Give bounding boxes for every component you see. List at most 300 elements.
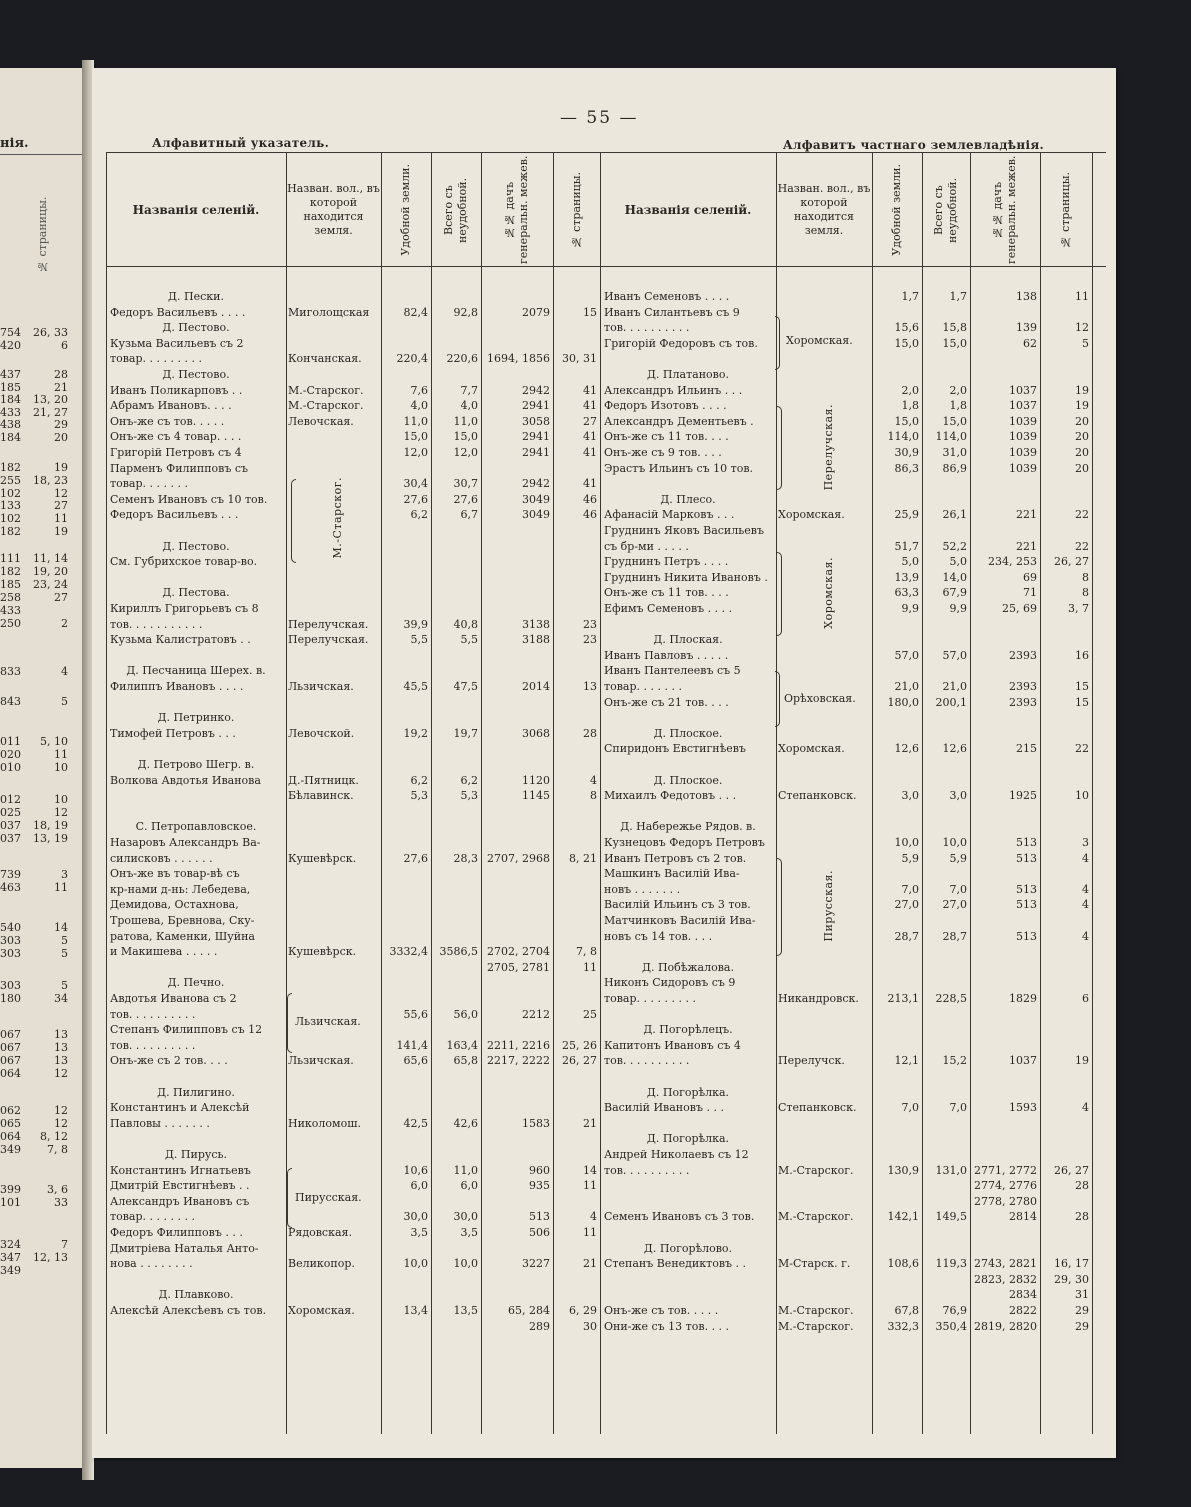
previous-page-page-ref: 23, 24 — [33, 578, 68, 591]
table-row — [92, 306, 1116, 319]
page-ref-cell: 25, 26 — [562, 1038, 597, 1052]
udobnoy-cell: 28,7 — [894, 929, 919, 943]
dacha-cell: 2079 — [522, 305, 550, 319]
dacha-cell: 2942 — [522, 477, 550, 491]
owner-name: Александръ Ивановъ съ — [110, 1194, 250, 1208]
udobnoy-cell: 21,0 — [894, 680, 919, 693]
dacha-cell: 1593 — [1009, 1101, 1037, 1115]
page-ref-cell: 8 — [1082, 570, 1089, 584]
dacha-cell: 1694, 1856 — [487, 352, 550, 366]
vsego-cell: 26,1 — [942, 508, 967, 522]
page-ref-cell: 41 — [583, 399, 597, 413]
owner-name: тов. . . . . . . . . . . — [110, 617, 203, 631]
group-brace — [291, 479, 296, 563]
owner-name: Федоръ Васильевъ . . . — [110, 508, 239, 522]
table-row — [92, 352, 1116, 365]
previous-page-dacha: 067 — [0, 1041, 21, 1054]
owner-name: Ефимъ Семеновъ . . . . — [604, 602, 733, 615]
volost-cell: Степанковск. — [778, 789, 857, 803]
page-ref-cell: 30, 31 — [562, 352, 597, 366]
udobnoy-cell: 45,5 — [403, 680, 428, 693]
vsego-cell: 21,0 — [942, 680, 967, 693]
table-row — [92, 914, 1116, 927]
vsego-cell: 131,0 — [935, 1163, 967, 1177]
dacha-cell: 3138 — [522, 617, 550, 631]
udobnoy-cell: 108,6 — [887, 1257, 919, 1271]
table-row — [92, 664, 1116, 677]
owner-name: товар. . . . . . . . . — [604, 992, 696, 1005]
previous-page-dacha: 433 — [0, 406, 21, 419]
udobnoy-cell: 5,9 — [901, 851, 919, 865]
page-ref-cell: 13 — [583, 680, 597, 693]
vsego-cell: 15,8 — [942, 321, 967, 335]
dacha-cell: 289 — [529, 1319, 550, 1333]
previous-page-page-ref: 13, 19 — [33, 832, 68, 845]
table-row — [92, 524, 1116, 537]
owner-name: кр-нами д-нь: Лебедева, — [110, 882, 251, 896]
udobnoy-cell: 12,6 — [894, 742, 919, 756]
previous-page-dacha: 258 — [0, 591, 21, 604]
settlement-heading: Д. Плесо. — [660, 492, 716, 506]
volost-cell: Левочской. — [288, 726, 355, 740]
previous-page-page-ref: 34 — [54, 992, 68, 1005]
volost-cell: Кушевѣрск. — [288, 851, 357, 865]
settlement-heading: Д. Побѣжалова. — [642, 960, 734, 974]
previous-page-dacha: 133 — [0, 499, 21, 512]
volost-cell: Рядовская. — [288, 1226, 352, 1239]
page-ref-cell: 19 — [1075, 399, 1089, 413]
owner-name: Кузьма Калистратовъ . . — [110, 633, 251, 647]
previous-page-page-ref: 5 — [61, 947, 68, 960]
page-ref-cell: 15 — [583, 305, 597, 319]
group-brace — [775, 316, 780, 370]
dacha-cell: 2941 — [522, 446, 550, 459]
previous-page-dacha: 011 — [0, 735, 21, 748]
previous-page-page-ref: 19 — [54, 461, 68, 474]
previous-page-page-ref: 8, 12 — [40, 1130, 68, 1143]
vsego-cell: 5,5 — [460, 633, 478, 647]
page-ref-cell: 15 — [1075, 695, 1089, 709]
page-ref-cell: 30 — [583, 1319, 597, 1333]
page-ref-cell: 25 — [583, 1007, 597, 1021]
previous-page-page-ref: 3 — [61, 868, 68, 881]
owner-name: новъ . . . . . . . — [604, 882, 681, 896]
vsego-cell: 5,9 — [949, 851, 967, 865]
dacha-cell: 71 — [1023, 586, 1037, 600]
previous-page-page-ref: 11 — [54, 748, 68, 761]
group-brace — [777, 858, 782, 956]
settlement-heading: Д. Пестова. — [162, 586, 230, 600]
group-brace — [287, 1168, 292, 1228]
udobnoy-cell: 27,6 — [403, 492, 428, 506]
udobnoy-cell: 27,0 — [894, 898, 919, 912]
owner-name: Трошева, Бревнова, Ску- — [110, 914, 255, 927]
udobnoy-cell: 11,0 — [403, 414, 428, 428]
table-row — [92, 368, 1116, 381]
table-row — [92, 1008, 1116, 1021]
vsego-cell: 11,0 — [453, 414, 478, 428]
previous-page-dacha: 255 — [0, 474, 21, 487]
previous-page-dacha: 303 — [0, 934, 21, 947]
previous-page-page-ref: 21, 27 — [33, 406, 68, 419]
group-label: Хоромская. — [821, 557, 835, 629]
dacha-cell: 221 — [1016, 508, 1037, 522]
dacha-cell: 65, 284 — [508, 1304, 550, 1317]
previous-page-dacha: 067 — [0, 1054, 21, 1067]
previous-page-dacha: 433 — [0, 604, 21, 617]
udobnoy-cell: 3,5 — [410, 1226, 428, 1239]
udobnoy-cell: 4,0 — [410, 399, 428, 413]
previous-page-dacha: 833 — [0, 665, 21, 678]
owner-name: Онъ-же въ товар-вѣ съ — [110, 867, 240, 881]
page-ref-cell: 21 — [583, 1116, 597, 1130]
owner-name: Василій Ивановъ . . . — [604, 1101, 724, 1115]
page-ref-cell: 28 — [583, 726, 597, 740]
owner-name: Федоръ Филипповъ . . . — [110, 1226, 243, 1239]
volost-cell: Хоромская. — [288, 1304, 355, 1317]
page-number: — 55 — — [560, 108, 639, 128]
udobnoy-cell: 39,9 — [403, 617, 428, 631]
owner-name: Никонъ Сидоровъ съ 9 — [604, 976, 736, 990]
owner-name: Спиридонъ Евстигнѣевъ — [604, 742, 746, 756]
page-ref-cell: 27 — [583, 414, 597, 428]
table-row — [92, 836, 1116, 849]
dacha-cell: 513 — [1016, 929, 1037, 943]
vsego-cell: 10,0 — [453, 1257, 478, 1271]
previous-page-page-ref: 12, 13 — [33, 1251, 68, 1264]
group-label: М.-Старског. — [330, 477, 344, 559]
settlement-heading: Д. Плоское. — [653, 726, 723, 740]
udobnoy-cell: 67,8 — [894, 1304, 919, 1317]
previous-page-dacha: 185 — [0, 381, 21, 394]
previous-page-dacha: 102 — [0, 512, 21, 525]
vsego-cell: 1,7 — [949, 290, 967, 303]
table-row — [92, 1304, 1116, 1317]
page-ref-cell: 29 — [1075, 1304, 1089, 1317]
vsego-cell: 7,0 — [949, 882, 967, 896]
table-row — [92, 774, 1116, 787]
previous-page-page-ref: 26, 33 — [33, 326, 68, 339]
dacha-cell: 513 — [1016, 882, 1037, 896]
owner-name: Григорій Федоровъ съ тов. — [604, 336, 758, 350]
owner-name: Александръ Дементьевъ . — [604, 414, 754, 428]
page-ref-cell: 8, 21 — [569, 851, 597, 865]
volost-cell: М.-Старског. — [778, 1304, 854, 1317]
dacha-cell: 1583 — [522, 1116, 550, 1130]
table-row — [92, 898, 1116, 911]
vsego-cell: 15,0 — [942, 336, 967, 350]
page-ref-cell: 41 — [583, 383, 597, 397]
udobnoy-cell: 15,0 — [894, 336, 919, 350]
previous-page-page-ref: 5 — [61, 934, 68, 947]
owner-name: Федоръ Изотовъ . . . . — [604, 399, 727, 413]
owner-name: Иванъ Петровъ съ 2 тов. — [604, 851, 747, 865]
vsego-cell: 6,2 — [460, 773, 478, 787]
previous-page-dacha: 184 — [0, 393, 21, 406]
table-row — [92, 805, 1116, 818]
dacha-cell: 2823, 2832 — [974, 1272, 1037, 1286]
table-row — [92, 945, 1116, 958]
page-ref-cell: 28 — [1075, 1210, 1089, 1224]
owner-name: Машкинъ Василій Ива- — [604, 867, 740, 881]
owner-name: Капитонъ Ивановъ съ 4 — [604, 1038, 741, 1052]
settlement-heading: Д. Пески. — [168, 290, 224, 303]
previous-page-page-ref: 3, 6 — [47, 1183, 68, 1196]
table-row — [92, 992, 1116, 1005]
owner-name: Онъ-же съ 11 тов. . . . — [604, 430, 729, 444]
header-right: Алфавитъ частнаго землевладѣнія. — [782, 138, 1044, 152]
right-header-names: Названія селеній. — [624, 203, 752, 217]
owner-name: Груднинъ Яковъ Васильевъ — [604, 524, 764, 537]
owner-name: Онъ-же съ тов. . . . . — [110, 414, 225, 428]
page-ref-cell: 41 — [583, 446, 597, 459]
previous-page-dacha: 062 — [0, 1104, 21, 1117]
dacha-cell: 139 — [1016, 321, 1037, 335]
udobnoy-cell: 12,1 — [894, 1054, 919, 1068]
previous-page-dacha: 111 — [0, 552, 21, 565]
dacha-cell: 1037 — [1009, 383, 1037, 397]
page-ref-cell: 22 — [1075, 742, 1089, 756]
page-ref-cell: 4 — [1082, 898, 1089, 912]
udobnoy-cell: 55,6 — [403, 1007, 428, 1021]
page-ref-cell: 7, 8 — [576, 945, 597, 959]
udobnoy-cell: 10,0 — [403, 1257, 428, 1271]
table-row — [92, 649, 1116, 662]
owner-name: Матчинковъ Василій Ива- — [604, 914, 756, 927]
dacha-cell: 2822 — [1009, 1304, 1037, 1317]
previous-page-page-ref: 7, 8 — [47, 1143, 68, 1156]
previous-page-dacha: 184 — [0, 431, 21, 444]
table-row — [92, 1257, 1116, 1270]
page-ref-cell: 6, 29 — [569, 1304, 597, 1317]
vsego-cell: 114,0 — [935, 430, 967, 444]
dacha-cell: 3049 — [522, 492, 550, 506]
previous-page-page-ref: 19 — [54, 525, 68, 538]
table-row — [92, 1117, 1116, 1130]
page-ref-cell: 46 — [583, 492, 597, 506]
owner-name: Эрастъ Ильинъ съ 10 тов. — [604, 461, 754, 475]
dacha-cell: 1145 — [522, 789, 550, 803]
previous-page-dacha: 438 — [0, 418, 21, 431]
page-ref-cell: 4 — [590, 773, 597, 787]
previous-page-page-ref: 5, 10 — [40, 735, 68, 748]
dacha-cell: 2217, 2222 — [487, 1054, 550, 1068]
vsego-cell: 92,8 — [453, 305, 478, 319]
left-header-udobnoy: Удобной земли. — [399, 164, 412, 256]
table-row — [92, 1195, 1116, 1208]
previous-page-dacha: 540 — [0, 921, 21, 934]
page-ref-cell: 3, 7 — [1068, 602, 1089, 615]
previous-page-dacha: 303 — [0, 979, 21, 992]
table-row — [92, 976, 1116, 989]
table-row — [92, 852, 1116, 865]
dacha-cell: 1039 — [1009, 430, 1037, 444]
previous-page-page-ref: 2 — [61, 617, 68, 630]
page-ref-cell: 4 — [1082, 929, 1089, 943]
table-row — [92, 1164, 1116, 1177]
table-row — [92, 1320, 1116, 1333]
volost-cell: Хоромская. — [778, 742, 845, 756]
volost-cell: Кушевѣрск. — [288, 945, 357, 959]
owner-name: Груднинъ Петръ . . . . — [604, 555, 729, 569]
page-ref-cell: 21 — [583, 1257, 597, 1271]
dacha-cell: 1829 — [1009, 992, 1037, 1005]
owner-name: Парменъ Филипповъ съ — [110, 461, 248, 475]
page-ref-cell: 20 — [1075, 461, 1089, 475]
udobnoy-cell: 13,9 — [894, 570, 919, 584]
group-brace — [777, 552, 782, 636]
previous-page-page-ref: 27 — [54, 499, 68, 512]
vsego-cell: 6,0 — [460, 1179, 478, 1193]
vsego-cell: 28,3 — [453, 851, 478, 865]
vsego-cell: 11,0 — [453, 1163, 478, 1177]
top-rule — [106, 152, 1106, 153]
volost-cell: М-Старск. г. — [778, 1257, 851, 1271]
vsego-cell: 163,4 — [446, 1038, 478, 1052]
settlement-heading: Д. Пирусь. — [164, 1148, 228, 1161]
owner-name: силисковъ . . . . . . — [110, 851, 213, 865]
page-ref-cell: 23 — [583, 633, 597, 647]
vsego-cell: 12,0 — [453, 446, 478, 459]
group-label: Пирусская. — [295, 1191, 362, 1204]
page-ref-cell: 8 — [1082, 586, 1089, 600]
volost-cell: Никандровск. — [778, 992, 859, 1005]
dacha-cell: 1039 — [1009, 414, 1037, 428]
page-ref-cell: 4 — [1082, 882, 1089, 896]
dacha-cell: 2778, 2780 — [974, 1194, 1037, 1208]
vsego-cell: 15,0 — [453, 430, 478, 444]
udobnoy-cell: 7,6 — [410, 383, 428, 397]
page-ref-cell: 16, 17 — [1054, 1257, 1089, 1271]
udobnoy-cell: 86,3 — [894, 461, 919, 475]
settlement-heading: Д. Печно. — [167, 976, 225, 990]
udobnoy-cell: 332,3 — [887, 1319, 919, 1333]
page-ref-cell: 10 — [1075, 789, 1089, 803]
previous-page-dacha: 037 — [0, 832, 21, 845]
owner-name: Онъ-же съ тов. . . . . — [604, 1304, 719, 1317]
vsego-cell: 9,9 — [949, 602, 967, 615]
settlement-heading: Д. Платаново. — [647, 368, 729, 381]
previous-page-page-ref: 12 — [54, 806, 68, 819]
owner-name: Онъ-же съ 9 тов. . . . — [604, 446, 722, 459]
dacha-cell: 3049 — [522, 508, 550, 522]
owner-name: Константинъ Игнатьевъ — [110, 1163, 251, 1177]
vsego-cell: 52,2 — [942, 539, 967, 553]
owner-name: Семенъ Ивановъ съ 10 тов. — [110, 492, 268, 506]
vsego-cell: 3586,5 — [439, 945, 478, 959]
table-row — [92, 1226, 1116, 1239]
vsego-cell: 1,8 — [949, 399, 967, 413]
dacha-cell: 2212 — [522, 1007, 550, 1021]
table-row — [92, 820, 1116, 833]
vsego-cell: 220,6 — [446, 352, 478, 366]
page-ref-cell: 5 — [1082, 336, 1089, 350]
vsego-cell: 5,0 — [949, 555, 967, 569]
previous-page-page-ref: 29 — [54, 418, 68, 431]
vsego-cell: 200,1 — [935, 695, 967, 709]
volost-cell: М.-Старског. — [778, 1163, 854, 1177]
page-ref-cell: 8 — [590, 789, 597, 803]
dacha-cell: 2211, 2216 — [487, 1038, 550, 1052]
previous-page-dacha: 012 — [0, 793, 21, 806]
previous-page-dacha: 064 — [0, 1130, 21, 1143]
volost-cell: М.-Старског. — [778, 1210, 854, 1224]
udobnoy-cell: 2,0 — [901, 383, 919, 397]
vsego-cell: 28,7 — [942, 929, 967, 943]
udobnoy-cell: 57,0 — [894, 648, 919, 662]
dacha-cell: 1039 — [1009, 446, 1037, 459]
dacha-cell: 2743, 2821 — [974, 1257, 1037, 1271]
vsego-cell: 86,9 — [942, 461, 967, 475]
owner-name: новъ съ 14 тов. . . . — [604, 929, 713, 943]
volost-cell: Кончанская. — [288, 352, 362, 366]
udobnoy-cell: 7,0 — [901, 882, 919, 896]
owner-name: Федоръ Васильевъ . . . . — [110, 305, 246, 319]
vsego-cell: 40,8 — [453, 617, 478, 631]
table-row — [92, 321, 1116, 334]
table-row — [92, 758, 1116, 771]
udobnoy-cell: 7,0 — [901, 1101, 919, 1115]
udobnoy-cell: 6,2 — [410, 773, 428, 787]
previous-page-dacha: 420 — [0, 339, 21, 352]
dacha-cell: 1037 — [1009, 399, 1037, 413]
header-left: Алфавитный указатель. — [152, 136, 330, 150]
udobnoy-cell: 30,9 — [894, 446, 919, 459]
udobnoy-cell: 6,0 — [410, 1179, 428, 1193]
previous-page-dacha: 020 — [0, 748, 21, 761]
owner-name: Назаровъ Александръ Ва- — [110, 836, 261, 849]
udobnoy-cell: 27,6 — [403, 851, 428, 865]
owner-name: Кузнецовъ Федоръ Петровъ — [604, 836, 765, 849]
vsego-cell: 27,6 — [453, 492, 478, 506]
page-ref-cell: 4 — [590, 1210, 597, 1224]
udobnoy-cell: 142,1 — [887, 1210, 919, 1224]
table-row — [92, 1148, 1116, 1161]
table-row — [92, 1086, 1116, 1099]
page-ref-cell: 19 — [1075, 1054, 1089, 1068]
group-brace — [287, 993, 292, 1053]
table-row — [92, 618, 1116, 631]
group-label: Хоромская. — [786, 334, 853, 347]
dacha-cell: 2819, 2820 — [974, 1319, 1037, 1333]
previous-page-dacha: 324 — [0, 1238, 21, 1251]
vsego-cell: 65,8 — [453, 1054, 478, 1068]
settlement-heading: Д. Погорѣлка. — [646, 1132, 730, 1146]
owner-name: Тимофей Петровъ . . . — [110, 726, 236, 740]
vsego-cell: 57,0 — [942, 648, 967, 662]
vsego-cell: 76,9 — [942, 1304, 967, 1317]
page-ref-cell: 6 — [1082, 992, 1089, 1005]
volost-cell: Великопор. — [288, 1257, 355, 1271]
vsego-cell: 12,6 — [942, 742, 967, 756]
owner-name: товар. . . . . . . — [110, 477, 188, 491]
previous-page-dacha: 065 — [0, 1117, 21, 1130]
dacha-cell: 1120 — [522, 773, 550, 787]
owner-name: товар. . . . . . . . — [110, 1210, 195, 1224]
previous-page-dacha: 102 — [0, 487, 21, 500]
previous-page-edge — [0, 68, 83, 1468]
volost-cell: М.-Старског. — [778, 1319, 854, 1333]
owner-name: Они-же съ 13 тов. . . . — [604, 1319, 730, 1333]
dacha-cell: 2834 — [1009, 1288, 1037, 1302]
owner-name: и Макишева . . . . . — [110, 945, 218, 959]
udobnoy-cell: 13,4 — [403, 1304, 428, 1317]
owner-name: тов. . . . . . . . . . — [604, 1163, 690, 1177]
udobnoy-cell: 12,0 — [403, 446, 428, 459]
volost-cell: Николомош. — [288, 1116, 361, 1130]
vsego-cell: 31,0 — [942, 446, 967, 459]
table-row — [92, 1070, 1116, 1083]
